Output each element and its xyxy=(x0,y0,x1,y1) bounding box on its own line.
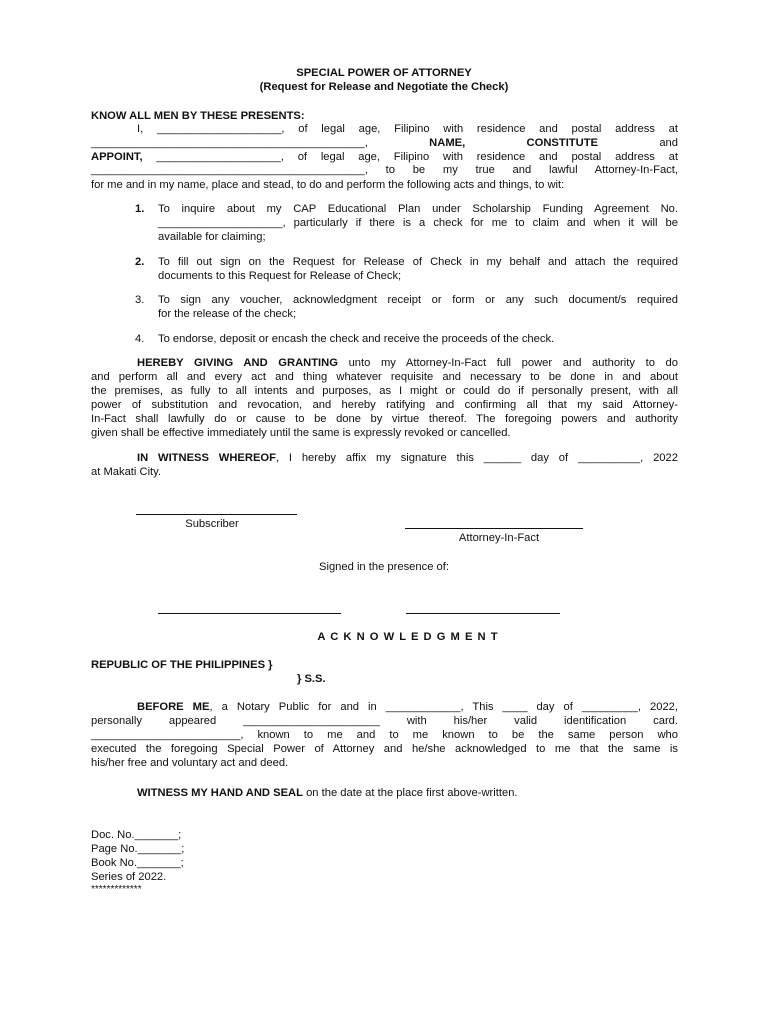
item-2-line-1: To fill out sign on the Request for Release of Check in my behalf and attach the required xyxy=(158,256,678,268)
item-1-number: 1. xyxy=(135,203,145,215)
before-line-3: ________________________, known to me and to me known to be the same person who xyxy=(91,729,678,741)
attorney-signature-line xyxy=(405,528,583,529)
intro-line-1: I, ____________________, of legal age, Filipino with residence and postal address at xyxy=(137,123,678,135)
before-with: with xyxy=(406,715,427,727)
before-line-4: executed the foregoing Special Power of Attorney and he/she acknowledged to me that the same is xyxy=(91,743,678,755)
intro-line-4: ____________________________________________, to be my true and lawful Attorney-In-Fact, xyxy=(91,164,678,176)
hereby-line-6: given shall be effective immediately until the same is expressly revoked or cancelled. xyxy=(91,427,511,439)
intro-and: and xyxy=(659,137,678,149)
intro-appoint: APPOINT, xyxy=(91,151,143,163)
before-hisher: his/her xyxy=(453,715,488,727)
hereby-line-1-rest: unto my Attorney-In-Fact full power and authority to do xyxy=(337,357,678,369)
item-4-line-1: To endorse, deposit or encash the check and receive the proceeds of the check. xyxy=(158,333,555,345)
book-no: Book No._______; xyxy=(91,857,184,869)
before-line-5: his/her free and voluntary act and deed. xyxy=(91,757,289,769)
know-all-heading: KNOW ALL MEN BY THESE PRESENTS: xyxy=(91,110,305,122)
hand-seal-line xyxy=(137,786,518,801)
witness-lead: IN WITNESS WHEREOF xyxy=(137,452,276,464)
intro-line-3-rest: ____________________, of legal age, Filipino with residence and postal address at xyxy=(142,151,678,163)
hereby-line-2: and perform all and every act and thing whatever requisite and necessary to be done in and about xyxy=(91,371,678,383)
intro-line-2 xyxy=(91,136,678,151)
item-2-line-2: documents to this Request for Release of Check; xyxy=(158,270,402,282)
before-line-2 xyxy=(91,714,678,729)
item-1-line-1: To inquire about my CAP Educational Plan under Scholarship Funding Agreement No. xyxy=(158,203,678,215)
intro-blank: ____________________________________________, xyxy=(91,137,368,149)
before-personally: personally xyxy=(91,715,142,727)
item-2-number: 2. xyxy=(135,256,145,268)
before-card: card. xyxy=(653,715,678,727)
intro-constitute: CONSTITUTE xyxy=(526,137,599,149)
document-title: SPECIAL POWER OF ATTORNEY xyxy=(296,67,472,79)
before-blank: ______________________ xyxy=(243,715,380,727)
hereby-line-4: power of substitution and revocation, and hereby ratifying and confirming all that my said Attorney- xyxy=(91,399,678,411)
hereby-line-1 xyxy=(137,356,678,371)
item-1-line-2: ____________________, particularly if there is a check for me to claim and when it will be xyxy=(158,217,678,229)
item-3-line-2: for the release of the check; xyxy=(158,308,297,320)
item-3-number: 3. xyxy=(135,294,145,306)
hereby-line-5: In-Fact shall lawfully do or cause to be done by virtue thereof. The foregoing powers and authority xyxy=(91,413,678,425)
stars-divider: ************* xyxy=(91,884,142,895)
hereby-line-3: the premises, as fully to all intents and purposes, as I might or could do if personally present, with all xyxy=(91,385,678,397)
before-line-1-rest: , a Notary Public for and in ____________, This ____ day of _________, 2022, xyxy=(209,701,678,713)
before-identification: identification xyxy=(564,715,627,727)
intro-line-5: for me and in my name, place and stead, to do and perform the following acts and things, to wit: xyxy=(91,179,565,191)
document-subtitle: (Request for Release and Negotiate the Check) xyxy=(259,81,509,93)
republic-label: REPUBLIC OF THE PHILIPPINES } xyxy=(91,659,273,671)
witness-line-1 xyxy=(137,451,678,466)
witness-line-2: at Makati City. xyxy=(91,466,162,478)
witness-1-signature-line xyxy=(158,613,341,614)
attorney-label: Attorney-In-Fact xyxy=(458,532,540,544)
hand-seal-rest: on the date at the place first above-written. xyxy=(302,787,518,799)
item-3-line-1: To sign any voucher, acknowledgment receipt or form or any such document/s required xyxy=(158,294,678,306)
subscriber-label: Subscriber xyxy=(185,518,239,530)
doc-no: Doc. No._______; xyxy=(91,829,182,841)
presence-label: Signed in the presence of: xyxy=(319,561,449,573)
hereby-lead: HEREBY GIVING AND GRANTING xyxy=(137,357,338,369)
before-lead: BEFORE ME xyxy=(137,701,210,713)
acknowledgment-heading: A C K N O W L E D G M E N T xyxy=(317,631,499,643)
series-year: Series of 2022. xyxy=(91,871,167,883)
intro-name: NAME, xyxy=(429,137,466,149)
item-4-number: 4. xyxy=(135,333,145,345)
item-1-line-3: available for claiming; xyxy=(158,231,266,243)
hand-seal-lead: WITNESS MY HAND AND SEAL xyxy=(137,787,303,799)
before-line-1 xyxy=(137,700,678,715)
subscriber-signature-line xyxy=(136,514,297,515)
page-no: Page No._______; xyxy=(91,843,185,855)
witness-2-signature-line xyxy=(406,613,560,614)
before-valid: valid xyxy=(514,715,538,727)
ss-label: } S.S. xyxy=(297,673,326,685)
before-appeared: appeared xyxy=(168,715,217,727)
witness-line-1-rest: , I hereby affix my signature this ______ day of __________, 2022 xyxy=(275,452,678,464)
